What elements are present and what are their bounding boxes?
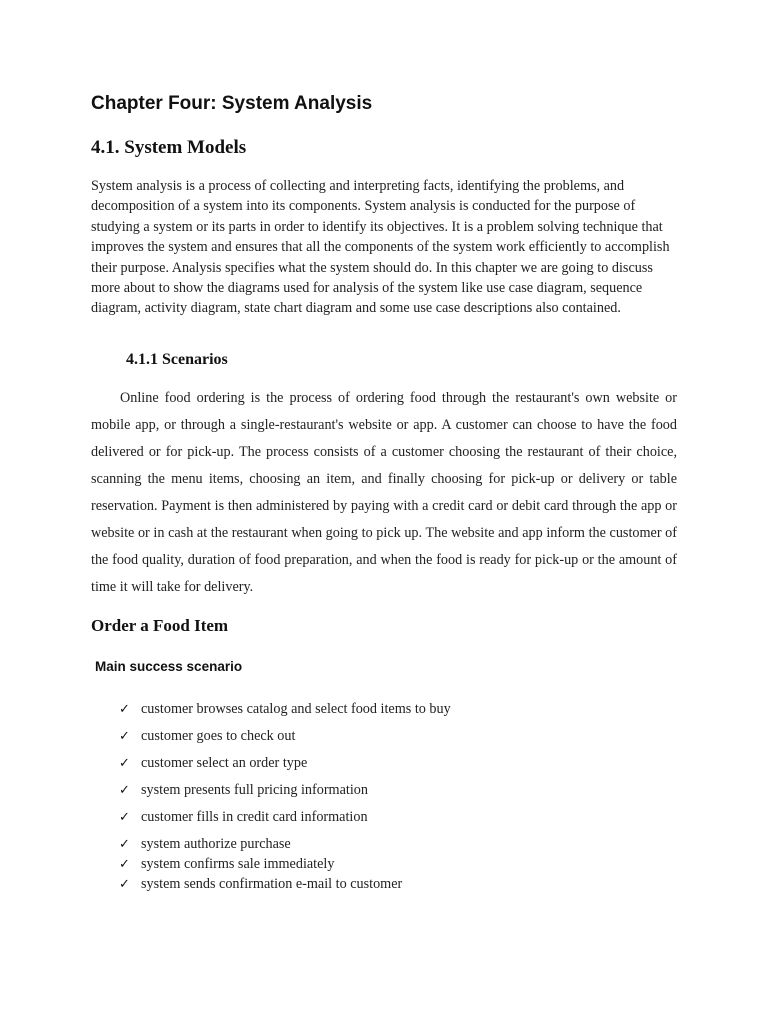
scenario-paragraph: Online food ordering is the process of ordering food through the restaurant's own website or mobile app, or through a single-restaurant's website or app. A customer can choose to have the food delivered or for pick-up. The process consists of a customer choosing the restaurant of their choice, scanning the menu items, choosing an item, and finally choosing for pick-up or delivery or table reservation. Payment is then administered by paying with a credit card or debit card through the app or website or in cash at the restaurant when going to pick up. The website and app inform the customer of the food quality, duration of food preparation, and when the food is ready for pick-up or the amount of time it will take for delivery.: [91, 390, 677, 595]
scenario-step: [119, 808, 368, 827]
check-icon: ✓: [119, 857, 130, 872]
use-case-title: Order a Food Item: [91, 616, 229, 635]
check-icon: ✓: [119, 837, 130, 852]
scenario-step-text: system sends confirmation e-mail to customer: [141, 876, 403, 892]
scenario-step: [119, 700, 451, 719]
scenario-step-text: system presents full pricing information: [141, 782, 368, 798]
check-icon: ✓: [119, 702, 130, 717]
scenario-step: [119, 754, 307, 773]
check-icon: ✓: [119, 783, 130, 798]
scenario-step: [119, 727, 295, 746]
scenario-step-text: system authorize purchase: [141, 836, 291, 852]
chapter-title: Chapter Four: System Analysis: [91, 93, 373, 114]
scenario-step-text: customer browses catalog and select food items to buy: [141, 701, 451, 717]
check-icon: ✓: [119, 756, 130, 771]
check-icon: ✓: [119, 810, 130, 825]
check-icon: ✓: [119, 877, 130, 892]
scenario-step-text: system confirms sale immediately: [141, 856, 335, 872]
scenario-step: [119, 835, 291, 854]
subsection-title: 4.1.1 Scenarios: [126, 351, 228, 368]
section-intro-paragraph: System analysis is a process of collecting and interpreting facts, identifying the problems, and decomposition of a system into its components. System analysis is conducted for the purpose of studying a system or its parts in order to identify its objectives. It is a problem solving technique that improves the system and ensures that all the components of the system work efficiently to accomplish their purpose. Analysis specifies what the system should do. In this chapter we are going to discuss more about to show the diagrams used for analysis of the system like use case diagram, sequence diagram, activity diagram, state chart diagram and some use case descriptions also contained.: [91, 178, 670, 317]
check-icon: ✓: [119, 729, 130, 744]
scenario-step-text: customer fills in credit card information: [141, 809, 368, 825]
section-title: 4.1. System Models: [91, 137, 247, 158]
scenario-step: [119, 875, 402, 894]
scenario-step-text: customer select an order type: [141, 755, 308, 771]
scenario-step-text: customer goes to check out: [141, 728, 296, 744]
scenario-step: [119, 855, 334, 874]
scenario-step: [119, 781, 368, 800]
main-success-scenario-heading: Main success scenario: [95, 659, 243, 674]
